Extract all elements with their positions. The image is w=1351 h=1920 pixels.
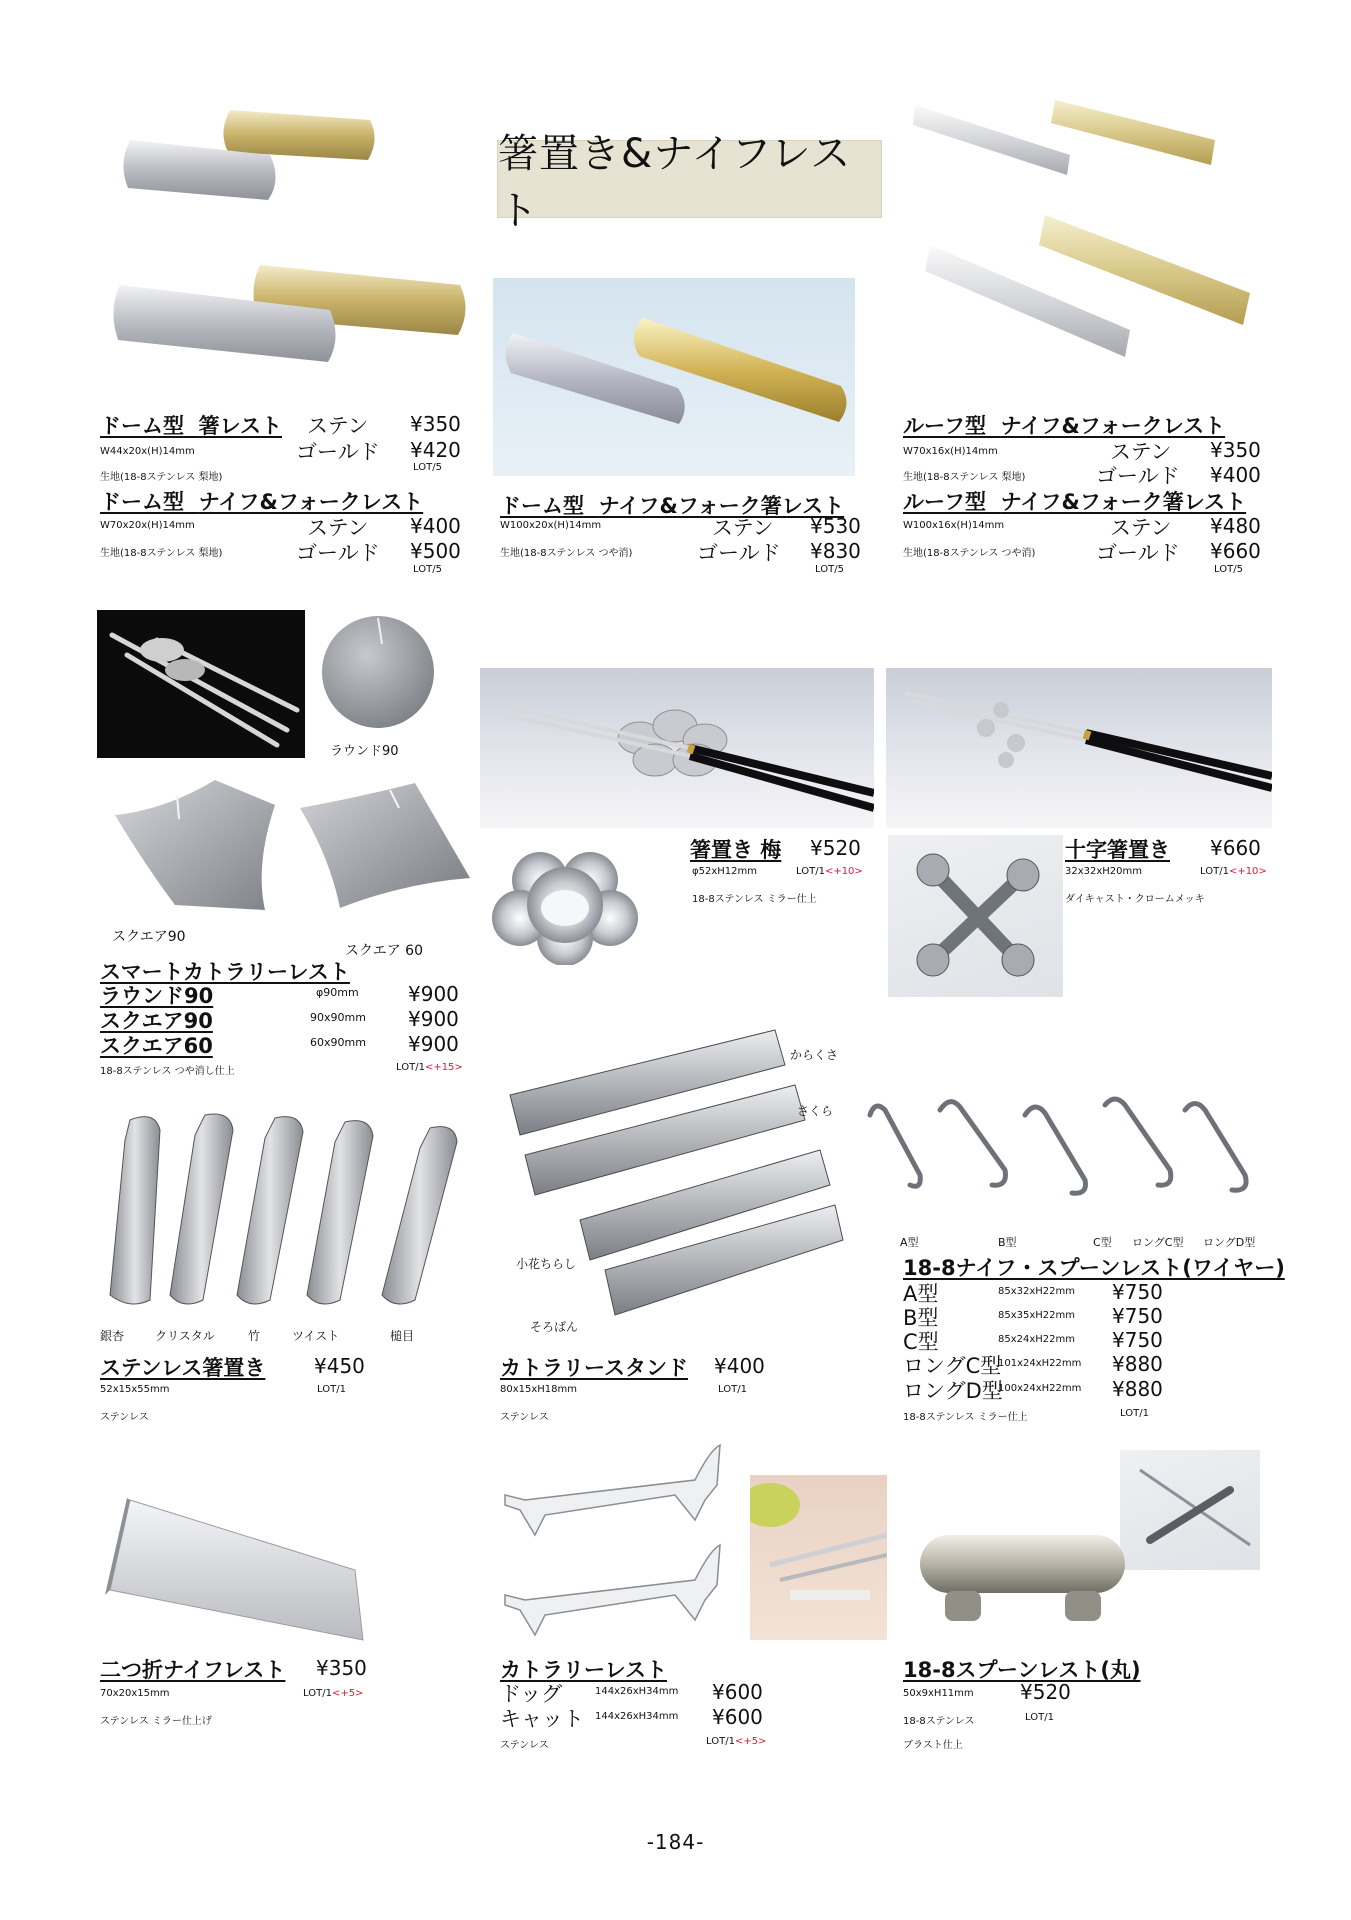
s10-size: 70x20x15mm (100, 1688, 170, 1699)
s9-lot: LOT/1 (1120, 1408, 1149, 1419)
s7-label-crystal: クリスタル (155, 1329, 215, 1343)
s6-lot-extra: <+10> (1228, 866, 1267, 877)
s4-heading: スマートカトラリーレスト (100, 960, 350, 984)
square90-label: スクエア90 (112, 929, 186, 945)
s11-row1-price: ¥600 (712, 1680, 763, 1704)
s7-price: ¥450 (314, 1354, 365, 1378)
s11-row2-price: ¥600 (712, 1705, 763, 1729)
s5-price: ¥520 (810, 836, 861, 860)
s11-row2-name: キャット (500, 1707, 584, 1731)
s12-price: ¥520 (1020, 1680, 1071, 1704)
s1b-size: W70x20x(H)14mm (100, 520, 195, 531)
s9-row4-name: ロングC型 (903, 1354, 1002, 1378)
s4-lot: LOT/1 (396, 1062, 425, 1073)
roof-rest-photo (905, 95, 1270, 395)
s3b-lot: LOT/5 (1214, 564, 1243, 575)
s6-size: 32x32xH20mm (1065, 866, 1143, 877)
s7-size: 52x15x55mm (100, 1384, 170, 1395)
s1b-variant-a: ステン (307, 516, 369, 540)
spoon-rest-inset-photo (1120, 1450, 1260, 1570)
s11-row2-size: 144x26xH34mm (595, 1711, 679, 1722)
dome-rest-photo (100, 100, 480, 400)
s2-price-b: ¥830 (810, 539, 861, 563)
s12-material: 18-8ステンレス (903, 1716, 975, 1727)
s2-heading-type: ドーム型 (500, 494, 584, 518)
s2-size: W100x20x(H)14mm (500, 520, 602, 531)
s10-price: ¥350 (316, 1656, 367, 1680)
cutlery-stand-photo (505, 1025, 845, 1325)
s3-variant-b: ゴールド (1096, 464, 1180, 488)
s9-row2-price: ¥750 (1112, 1304, 1163, 1328)
s3-material: 生地(18-8ステンレス 梨地) (903, 472, 1026, 483)
s11-row1-name: ドッグ (500, 1682, 563, 1706)
s10-lot: LOT/1 (303, 1688, 332, 1699)
s6-heading: 十字箸置き (1065, 838, 1170, 862)
s5-size: φ52xH12mm (692, 866, 757, 877)
s9-row3-size: 85x24xH22mm (998, 1334, 1076, 1345)
s1b-heading-product: ナイフ&フォークレスト (198, 490, 424, 514)
cutlery-set-photo (97, 610, 305, 758)
s3-heading-product: ナイフ&フォークレスト (1000, 414, 1226, 438)
s11-material: ステンレス (500, 1740, 549, 1751)
s4-row1-name: ラウンド90 (100, 984, 214, 1008)
s9-row2-size: 85x35xH22mm (998, 1310, 1076, 1321)
s9-label-c: C型 (1093, 1236, 1112, 1249)
s4-row3-price: ¥900 (408, 1032, 459, 1056)
s4-row1-price: ¥900 (408, 982, 459, 1006)
s3-price-a: ¥350 (1210, 438, 1261, 462)
s8-heading: カトラリースタンド (500, 1356, 688, 1380)
s1-heading-product: 箸レスト (198, 414, 282, 438)
s5-heading: 箸置き 梅 (690, 838, 782, 862)
s3b-price-b: ¥660 (1210, 539, 1261, 563)
s9-label-long-c: ロングC型 (1132, 1236, 1184, 1249)
s10-material: ステンレス ミラー仕上げ (100, 1716, 212, 1727)
s3-size: W70x16x(H)14mm (903, 446, 998, 457)
s7-label-twist: ツイスト (292, 1329, 340, 1343)
animal-cutlery-rests-photo (495, 1440, 735, 1640)
s1-variant-a: ステン (307, 414, 369, 438)
s9-label-b: B型 (998, 1236, 1017, 1249)
round-label: ラウンド90 (330, 744, 399, 759)
square60-rest-photo (295, 778, 475, 913)
s4-row3-name: スクエア60 (100, 1034, 213, 1058)
round-rest-photo (318, 612, 438, 732)
cross-rest-photo (888, 835, 1063, 997)
cutlery-table-photo (750, 1475, 887, 1640)
page-title: 箸置き&ナイフレスト (497, 140, 882, 218)
s3b-variant-b: ゴールド (1096, 541, 1180, 565)
s8-label-soroban: そろばん (530, 1320, 579, 1334)
s3-price-b: ¥400 (1210, 463, 1261, 487)
s9-row4-price: ¥880 (1112, 1352, 1163, 1376)
s9-row1-price: ¥750 (1112, 1280, 1163, 1304)
s1-size: W44x20x(H)14mm (100, 446, 195, 457)
s3-heading-type: ルーフ型 (903, 414, 986, 438)
s9-row5-size: 100x24xH22mm (998, 1383, 1082, 1394)
s3b-size: W100x16x(H)14mm (903, 520, 1005, 531)
s12-finish: ブラスト仕上 (903, 1740, 963, 1751)
s8-price: ¥400 (714, 1354, 765, 1378)
s4-material: 18-8ステンレス つや消し仕上 (100, 1066, 235, 1077)
s1b-material: 生地(18-8ステンレス 梨地) (100, 548, 223, 559)
folded-knife-rest-photo (105, 1490, 370, 1660)
s8-lot: LOT/1 (718, 1384, 747, 1395)
s9-row4-size: 101x24xH22mm (998, 1358, 1082, 1369)
s1-variant-b: ゴールド (296, 440, 380, 464)
s5-lot: LOT/1 (796, 866, 825, 877)
square60-label: スクエア 60 (345, 943, 423, 959)
ume-rest-photo (490, 840, 640, 965)
s3b-price-a: ¥480 (1210, 514, 1261, 538)
s4-row2-name: スクエア90 (100, 1009, 213, 1033)
s9-heading: 18-8ナイフ・スプーンレスト(ワイヤー) (903, 1256, 1285, 1280)
s6-material: ダイキャスト・クロームメッキ (1065, 894, 1205, 905)
s11-heading: カトラリーレスト (500, 1658, 667, 1682)
s10-lot-extra: <+5> (331, 1688, 364, 1699)
s9-row1-size: 85x32xH22mm (998, 1286, 1076, 1297)
s1-lot: LOT/5 (413, 462, 442, 473)
s4-row3-size: 60x90mm (310, 1036, 366, 1049)
s1-material: 生地(18-8ステンレス 梨地) (100, 472, 223, 483)
s9-row5-price: ¥880 (1112, 1377, 1163, 1401)
s2-variant-b: ゴールド (697, 541, 781, 565)
wire-rests-photo (860, 1095, 1260, 1220)
s8-size: 80x15xH18mm (500, 1384, 578, 1395)
s9-label-long-d: ロングD型 (1203, 1236, 1256, 1249)
s1b-lot: LOT/5 (413, 564, 442, 575)
s1b-price-b: ¥500 (410, 539, 461, 563)
s2-material: 生地(18-8ステンレス つや消) (500, 548, 633, 559)
s11-lot-extra: <+5> (734, 1736, 767, 1747)
s9-material: 18-8ステンレス ミラー仕上 (903, 1412, 1028, 1423)
s1b-price-a: ¥400 (410, 514, 461, 538)
s4-lot-extra: <+15> (424, 1062, 463, 1073)
cross-chopsticks-photo (886, 668, 1272, 828)
s3-variant-a: ステン (1110, 440, 1172, 464)
s2-lot: LOT/5 (815, 564, 844, 575)
spoon-rest-photo (915, 1515, 1130, 1640)
s10-heading: 二つ折ナイフレスト (100, 1658, 286, 1682)
s9-label-a: A型 (900, 1236, 919, 1249)
s1-price-b: ¥420 (410, 438, 461, 462)
s12-heading: 18-8スプーンレスト(丸) (903, 1658, 1141, 1682)
s7-material: ステンレス (100, 1412, 149, 1423)
s1b-variant-b: ゴールド (296, 541, 380, 565)
s4-row2-size: 90x90mm (310, 1011, 366, 1024)
s2-price-a: ¥530 (810, 514, 861, 538)
s1-price-a: ¥350 (410, 412, 461, 436)
s2-heading-product: ナイフ&フォーク箸レスト (598, 494, 845, 518)
s7-label-bamboo: 竹 (248, 1329, 261, 1343)
s3b-heading-product: ナイフ&フォーク箸レスト (1000, 490, 1247, 514)
s9-row3-name: C型 (903, 1330, 939, 1354)
s9-row2-name: B型 (903, 1306, 939, 1330)
s11-lot: LOT/1 (706, 1736, 735, 1747)
square-rest-photo (105, 775, 280, 915)
s4-row1-size: φ90mm (316, 986, 359, 999)
s8-material: ステンレス (500, 1412, 549, 1423)
s7-label-ginkgo: 銀杏 (100, 1329, 125, 1343)
s5-material: 18-8ステンレス ミラー仕上 (692, 894, 817, 905)
s3b-material: 生地(18-8ステンレス つや消) (903, 548, 1036, 559)
s9-row3-price: ¥750 (1112, 1328, 1163, 1352)
s9-row1-name: A型 (903, 1282, 939, 1306)
s8-label-kohana: 小花ちらし (516, 1257, 577, 1271)
s9-row5-name: ロングD型 (903, 1379, 1003, 1403)
s1-heading-type: ドーム型 (100, 414, 184, 438)
dome-chopstick-rest-photo (493, 278, 855, 476)
s3b-variant-a: ステン (1110, 516, 1172, 540)
s7-heading: ステンレス箸置き (100, 1356, 266, 1380)
s7-label-hammered: 槌目 (390, 1329, 415, 1343)
page-number: -184- (646, 1830, 705, 1854)
s11-row1-size: 144x26xH34mm (595, 1686, 679, 1697)
s12-lot: LOT/1 (1025, 1712, 1054, 1723)
s8-label-sakura: さくら (797, 1104, 834, 1118)
stainless-chopstick-rests-photo (95, 1110, 490, 1315)
s6-price: ¥660 (1210, 836, 1261, 860)
s7-lot: LOT/1 (317, 1384, 346, 1395)
ume-chopsticks-photo (480, 668, 874, 828)
s5-lot-extra: <+10> (824, 866, 863, 877)
s3b-heading-type: ルーフ型 (903, 490, 986, 514)
s1b-heading-type: ドーム型 (100, 490, 184, 514)
s4-row2-price: ¥900 (408, 1007, 459, 1031)
s8-label-karakusa: からくさ (790, 1048, 839, 1062)
s12-size: 50x9xH11mm (903, 1688, 974, 1699)
s6-lot: LOT/1 (1200, 866, 1229, 877)
s2-variant-a: ステン (712, 516, 774, 540)
